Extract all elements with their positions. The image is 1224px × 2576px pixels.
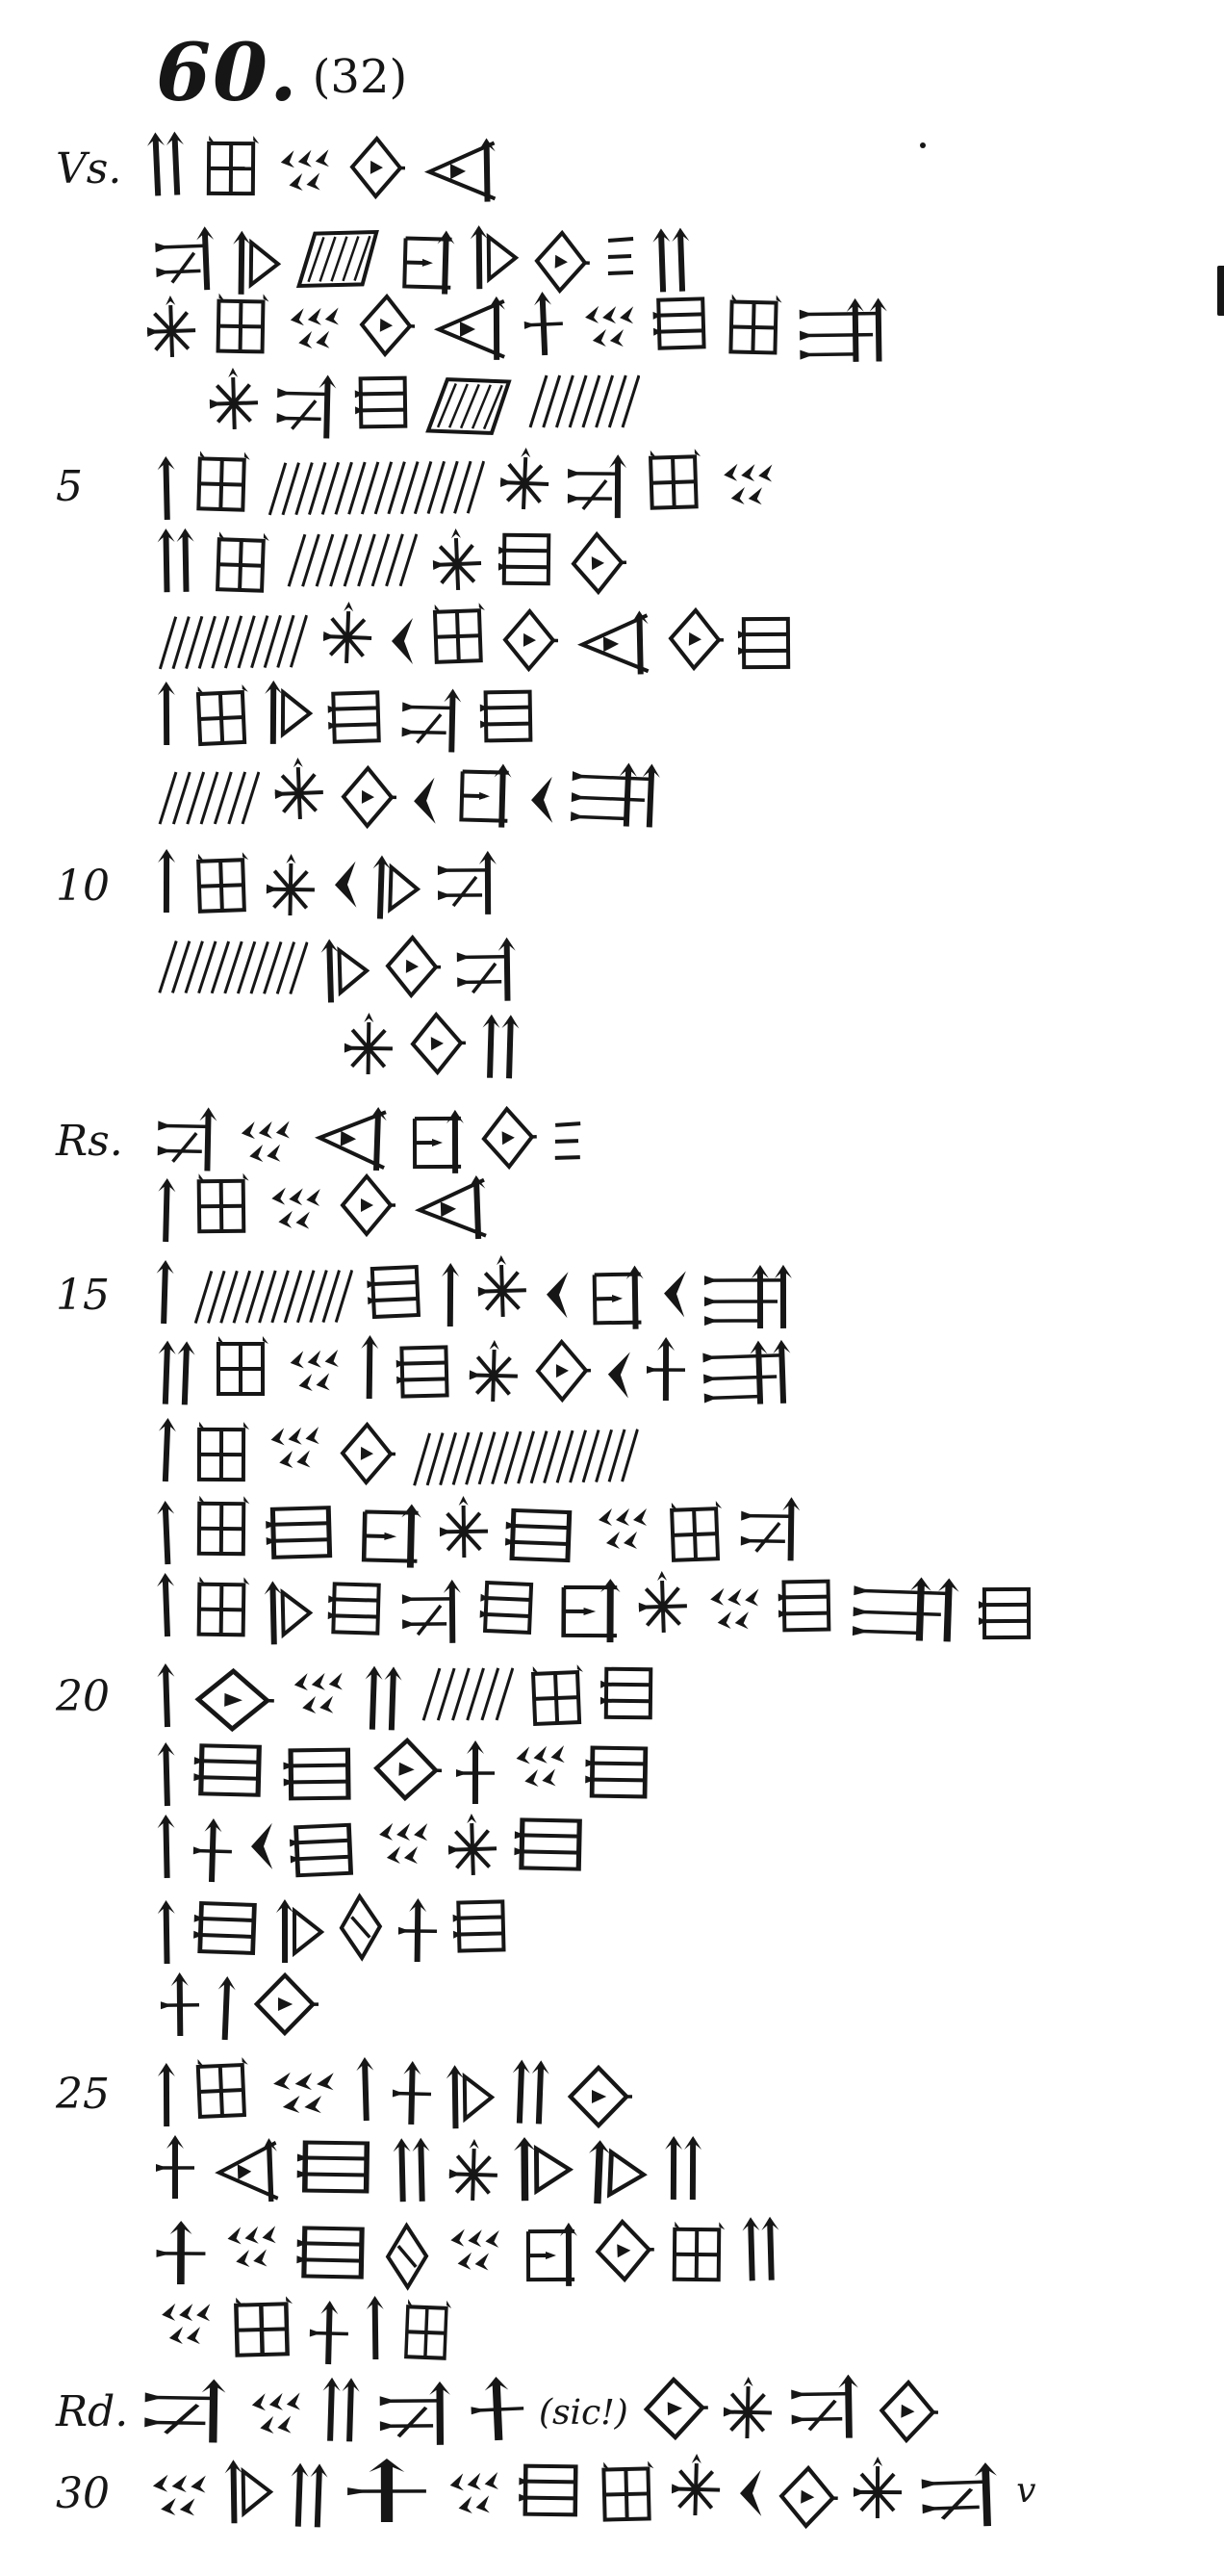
cuneiform-sign-boxH <box>477 679 538 755</box>
cuneiform-sign-zig <box>272 134 336 211</box>
cuneiform-sign-zig <box>508 1730 573 1807</box>
cuneiform-sign-tri <box>275 1894 325 1970</box>
cuneiform-sign-clusterw <box>699 1334 798 1412</box>
cuneiform-sign-box <box>191 1491 252 1567</box>
cuneiform-sign-box <box>643 444 704 521</box>
cuneiform-sign-vert <box>153 1738 180 1814</box>
cuneiform-sign-box <box>201 131 262 206</box>
cuneiform-sign-diamond <box>499 603 558 679</box>
cuneiform-line <box>154 1171 491 1246</box>
cuneiform-line <box>154 2133 705 2208</box>
cuneiform-sign-triW <box>427 292 510 367</box>
cuneiform-sign-cluster <box>375 2377 457 2453</box>
cuneiform-sign-diamond <box>477 1099 538 1176</box>
cuneiform-sign-diamond <box>338 1168 395 1243</box>
cuneiform-sign-tri <box>446 2060 497 2136</box>
cuneiform-sign-boxH <box>650 285 712 362</box>
cuneiform-sign-zig <box>442 2213 506 2290</box>
cuneiform-sign-box <box>210 288 270 364</box>
cuneiform-sign-winkel <box>329 847 359 923</box>
cuneiform-sign-diamond <box>356 287 416 364</box>
cuneiform-sign-vert2 <box>142 126 190 203</box>
cuneiform-sign-zig <box>219 2210 283 2287</box>
cuneiform-sign-diamond <box>382 928 442 1004</box>
cuneiform-sign-triW <box>208 2133 284 2211</box>
cuneiform-sign-vert <box>154 2058 179 2133</box>
cuneiform-sign-vert <box>154 844 179 919</box>
cuneiform-sign-vert <box>438 1258 464 1333</box>
cuneiform-sign-tri <box>370 850 422 927</box>
cuneiform-sign-cross <box>159 1968 202 2043</box>
cuneiform-sign-clusterw <box>567 756 666 835</box>
cuneiform-sign-winkel <box>601 1336 633 1412</box>
cuneiform-line <box>144 131 500 206</box>
cuneiform-sign-box <box>191 1169 252 1245</box>
cuneiform-sign-zig <box>715 448 778 524</box>
cuneiform-sign-zig <box>591 1493 652 1568</box>
cuneiform-sign-vert <box>352 2052 379 2128</box>
cuneiform-line <box>154 449 778 524</box>
cuneiform-sign-vert <box>357 1330 383 1405</box>
cuneiform-line <box>154 1572 1036 1647</box>
cuneiform-sign-triW <box>307 1100 393 1178</box>
cuneiform-sign-star <box>466 1337 522 1413</box>
cuneiform-line <box>154 2056 632 2131</box>
cuneiform-sign-tri <box>223 2455 274 2531</box>
cuneiform-line <box>154 1416 639 1491</box>
cuneiform-sign-cluster <box>139 2373 232 2449</box>
cuneiform-line <box>154 2215 783 2290</box>
cuneiform-sign-zig <box>282 1334 346 1411</box>
cuneiform-sign-box <box>667 2217 727 2293</box>
plate-title <box>156 27 407 119</box>
side-label: Vs. <box>56 144 122 193</box>
editorial-note: v <box>1015 2470 1036 2512</box>
line-number: 25 <box>56 2070 110 2119</box>
cuneiform-sign-vert2 <box>318 2372 364 2448</box>
cuneiform-sign-diamond <box>639 2370 708 2447</box>
cuneiform-sign-cluster <box>737 1492 805 1568</box>
cuneiform-sign-star <box>270 755 327 832</box>
cuneiform-sign-box <box>191 446 252 523</box>
cuneiform-sign-boxH <box>776 1567 836 1643</box>
cuneiform-sign-boxH <box>293 2214 371 2291</box>
cuneiform-line <box>159 1970 319 2045</box>
cuneiform-sign-diamond <box>251 1967 319 2042</box>
side-label: Rd. <box>56 2387 129 2436</box>
cuneiform-sign-cross <box>396 1893 440 1970</box>
cuneiform-sign-zig <box>282 292 344 368</box>
cuneiform-sign-boxH <box>191 1890 265 1968</box>
cuneiform-line <box>154 526 626 601</box>
cuneiform-sign-diamond <box>339 760 397 836</box>
cuneiform-sign-diamond <box>370 1731 444 1809</box>
cuneiform-sign-cross <box>645 1332 687 1407</box>
cuneiform-sign-box <box>191 847 253 924</box>
cuneiform-sign-cluster <box>398 1575 467 1651</box>
cuneiform-line <box>154 1893 511 1968</box>
cuneiform-sign-zig <box>577 291 640 367</box>
cuneiform-sign-clusterw <box>701 1260 797 1335</box>
cuneiform-sign-vert <box>152 1495 180 1571</box>
cuneiform-sign-vert <box>152 1568 180 1644</box>
cuneiform-sign-boxH <box>286 1811 360 1889</box>
cuneiform-sign-cluster <box>397 683 467 759</box>
cuneiform-sign-eq <box>602 219 637 295</box>
cuneiform-sign-star <box>143 293 200 370</box>
cuneiform-line <box>140 2374 938 2449</box>
cuneiform-sign-box <box>190 2052 252 2130</box>
hatching-erasure <box>524 364 640 439</box>
cuneiform-sign-diamond <box>875 2373 939 2450</box>
cuneiform-line <box>342 1007 523 1082</box>
cuneiform-sign-cluster <box>153 1101 221 1177</box>
cuneiform-sign-box <box>664 1496 727 1573</box>
cuneiform-sign-boxH <box>582 1734 654 1810</box>
cuneiform-line <box>144 2456 1035 2531</box>
cuneiform-sign-cross <box>521 286 566 363</box>
cuneiform-sign-tri <box>319 933 371 1009</box>
cuneiform-sign-diamond <box>775 2459 839 2537</box>
hatched-sign <box>293 220 382 297</box>
cuneiform-sign-cross <box>154 2130 196 2205</box>
cuneiform-sign-tri <box>264 676 315 751</box>
cuneiform-sign-boxH <box>325 679 387 756</box>
cuneiform-sign-tri <box>470 220 521 296</box>
cuneiform-sign-box <box>210 527 272 604</box>
cuneiform-sign-eq <box>549 1104 585 1179</box>
cuneiform-sign-boxH <box>497 522 557 598</box>
plate-secondary-number: (32) <box>312 50 408 104</box>
cuneiform-sign-vert <box>153 1895 179 1971</box>
cuneiform-sign-tri <box>585 2135 650 2213</box>
cuneiform-line <box>154 930 521 1005</box>
line-number: 15 <box>56 1271 110 1320</box>
cuneiform-sign-zig <box>262 1172 326 1249</box>
cuneiform-line <box>152 222 694 297</box>
cuneiform-sign-box <box>211 1331 270 1406</box>
cuneiform-sign-cross <box>390 2056 434 2132</box>
cuneiform-sign-tri <box>263 1575 315 1651</box>
cuneiform-sign-winkel <box>541 1257 572 1333</box>
cuneiform-sign-star <box>668 2451 724 2527</box>
cuneiform-sign-diamond <box>407 1005 467 1081</box>
cuneiform-sign-box <box>525 1660 588 1737</box>
hatching-erasure <box>154 604 309 681</box>
cuneiform-line <box>154 1334 796 1409</box>
cuneiform-sign-clusterw <box>848 1570 966 1649</box>
cuneiform-sign-diamond <box>533 1333 592 1409</box>
cuneiform-line <box>154 680 538 755</box>
cuneiform-sign-boxH <box>352 365 413 441</box>
plate-number: 60. <box>156 27 299 119</box>
cuneiform-sign-box <box>190 680 252 758</box>
cuneiform-sign-vert <box>153 1659 180 1735</box>
hatching-erasure <box>407 1418 639 1498</box>
cuneiform-sign-winkel <box>387 604 416 679</box>
cuneiform-sign-boxO <box>350 1498 425 1575</box>
side-label: Rs. <box>56 1117 123 1166</box>
cuneiform-sign-vert2 <box>507 2054 554 2131</box>
cuneiform-sign-vert2 <box>360 1661 407 1737</box>
cuneiform-sign-winkel <box>735 2456 765 2531</box>
ink-speck-artifact <box>920 142 926 148</box>
cuneiform-sign-vert2 <box>661 2131 705 2206</box>
hatching-erasure <box>154 929 309 1005</box>
hatching-erasure <box>154 760 260 836</box>
cuneiform-sign-vert2 <box>389 2132 435 2208</box>
cuneiform-sign-vert <box>153 1810 180 1886</box>
cuneiform-sign-star <box>206 365 262 442</box>
cuneiform-line <box>154 1495 804 1570</box>
cuneiform-sign-boxO <box>449 758 515 835</box>
cuneiform-sign-star <box>445 1811 500 1888</box>
cuneiform-sign-box <box>191 1572 251 1648</box>
cuneiform-sign-cross <box>154 2216 208 2291</box>
cuneiform-sign-zig <box>701 1572 764 1648</box>
cuneiform-sign-vert <box>151 1255 178 1331</box>
cuneiform-sign-diamond <box>591 2212 655 2290</box>
cuneiform-sign-star <box>851 2455 905 2530</box>
cuneiform-sign-diamond <box>191 1662 274 1739</box>
cuneiform-sign-cluster <box>916 2458 1006 2536</box>
cuneiform-sign-vert <box>153 1413 181 1489</box>
cuneiform-line <box>154 2292 452 2367</box>
cuneiform-sign-star <box>436 1494 491 1570</box>
cuneiform-sign-zig <box>286 1657 348 1733</box>
cuneiform-sign-zig <box>154 2288 217 2364</box>
cuneiform-sign-boxH <box>736 605 797 681</box>
cuneiform-sign-vert2 <box>738 2211 784 2287</box>
cuneiform-sign-triW <box>407 1171 493 1249</box>
cuneiform-sign-zig <box>371 1808 434 1883</box>
cuneiform-sign-box <box>596 2456 657 2532</box>
cuneiform-line <box>154 760 664 835</box>
cuneiform-sign-zig <box>143 2459 213 2535</box>
cuneiform-sign-diamond <box>337 1415 395 1491</box>
cuneiform-sign-cross <box>191 1813 235 1889</box>
cuneiform-line <box>154 603 796 678</box>
cuneiform-sign-boxH <box>511 1806 590 1883</box>
cuneiform-sign-cluster <box>786 2369 864 2445</box>
cuneiform-sign-zig <box>263 1411 327 1488</box>
cuneiform-sign-boxH <box>517 2453 585 2529</box>
line-number: 30 <box>56 2469 110 2518</box>
scan-edge-artifact <box>1217 266 1224 316</box>
cuneiform-sign-star <box>341 1011 395 1087</box>
cuneiform-sign-star <box>474 1252 530 1329</box>
cuneiform-sign-boxO <box>582 1260 647 1336</box>
cuneiform-sign-winkel <box>246 1809 276 1884</box>
line-number: 5 <box>56 462 83 511</box>
cuneiform-sign-star <box>720 2374 776 2450</box>
cuneiform-sign-cross <box>454 1736 497 1811</box>
editorial-note: (sic!) <box>538 2392 628 2434</box>
cuneiform-line <box>152 1257 797 1332</box>
cuneiform-sign-vert <box>154 677 180 752</box>
cuneiform-sign-box <box>398 2294 453 2371</box>
cuneiform-sign-vert2 <box>477 1009 523 1085</box>
cuneiform-sign-cluster <box>151 221 221 299</box>
cuneiform-sign-star <box>446 2136 501 2213</box>
cuneiform-sign-boxH <box>281 1737 359 1813</box>
cuneiform-line <box>154 1734 654 1809</box>
cuneiform-sign-vert2 <box>286 2458 333 2535</box>
cuneiform-sign-boxH <box>977 1576 1036 1651</box>
cuneiform-sign-cross <box>307 2295 351 2371</box>
cuneiform-sign-winkel <box>526 762 556 837</box>
cuneiform-sign-box <box>191 1417 251 1492</box>
cuneiform-sign-boxH <box>501 1497 579 1575</box>
cuneiform-sign-star <box>263 852 318 928</box>
cuneiform-sign-cluster <box>564 450 631 525</box>
cuneiform-sign-zig <box>264 2057 342 2133</box>
cuneiform-line <box>154 1659 658 1734</box>
cuneiform-sign-tri <box>513 2132 575 2208</box>
cuneiform-sign-vert <box>153 1173 180 1249</box>
cuneiform-sign-boxH <box>325 1570 387 1647</box>
cuneiform-sign-star <box>497 445 553 522</box>
hatching-erasure <box>283 523 418 598</box>
cuneiform-sign-vert <box>153 451 180 528</box>
cuneiform-sign-star <box>319 599 376 676</box>
cuneiform-sign-boxH <box>364 1253 426 1331</box>
cuneiform-sign-diamond <box>346 129 406 205</box>
cuneiform-line <box>207 367 640 442</box>
cuneiform-sign-star <box>428 526 485 603</box>
cuneiform-sign-diamond <box>568 525 627 602</box>
cuneiform-line <box>154 1811 589 1886</box>
hatching-erasure <box>264 450 486 527</box>
cuneiform-sign-boxH <box>263 1494 340 1571</box>
cuneiform-sign-cross <box>467 2371 527 2449</box>
cuneiform-sign-triW <box>570 605 654 683</box>
line-number: 20 <box>56 1672 110 1721</box>
cuneiform-sign-vert2 <box>153 524 198 600</box>
cuneiform-sign-cross <box>344 2454 430 2529</box>
cuneiform-sign-lens <box>336 1889 385 1966</box>
cuneiform-sign-boxH <box>294 2128 378 2204</box>
cuneiform-line <box>144 290 892 365</box>
cuneiform-sign-vert <box>363 2291 389 2366</box>
cuneiform-sign-zig <box>243 2377 307 2453</box>
cuneiform-sign-winkel <box>658 1256 690 1332</box>
cuneiform-sign-box <box>723 289 784 365</box>
cuneiform-sign-box <box>427 598 490 675</box>
cuneiform-sign-cluster <box>434 846 501 921</box>
cuneiform-sign-cluster <box>453 933 522 1009</box>
cuneiform-sign-winkel <box>408 763 439 839</box>
cuneiform-line <box>154 848 501 923</box>
cuneiform-sign-diamond <box>665 601 725 678</box>
cuneiform-sign-lens <box>383 2219 430 2295</box>
cuneiform-sign-boxH <box>476 1569 539 1647</box>
cuneiform-sign-boxH <box>394 1333 455 1409</box>
hatching-erasure <box>418 1657 514 1732</box>
cuneiform-sign-cluster <box>272 369 342 446</box>
cuneiform-sign-boxO <box>517 2218 580 2293</box>
hatched-sign <box>424 367 514 445</box>
cuneiform-sign-star <box>635 1568 691 1645</box>
line-number: 10 <box>56 862 110 911</box>
cuneiform-sign-vert2 <box>153 1335 200 1412</box>
cuneiform-sign-diamond <box>565 2059 632 2134</box>
cuneiform-sign-triW <box>417 133 500 209</box>
cuneiform-sign-box <box>227 2291 296 2368</box>
cuneiform-sign-clusterw <box>796 293 893 369</box>
hatching-erasure <box>190 1258 354 1334</box>
cuneiform-sign-boxH <box>599 1656 659 1732</box>
cuneiform-sign-boxH <box>450 1888 512 1964</box>
cuneiform-sign-vert <box>212 1971 240 2048</box>
cuneiform-sign-boxO <box>403 1105 467 1180</box>
cuneiform-sign-zig <box>442 2457 506 2534</box>
cuneiform-sign-boxH <box>191 1732 269 1809</box>
cuneiform-sign-boxO <box>550 1574 624 1649</box>
